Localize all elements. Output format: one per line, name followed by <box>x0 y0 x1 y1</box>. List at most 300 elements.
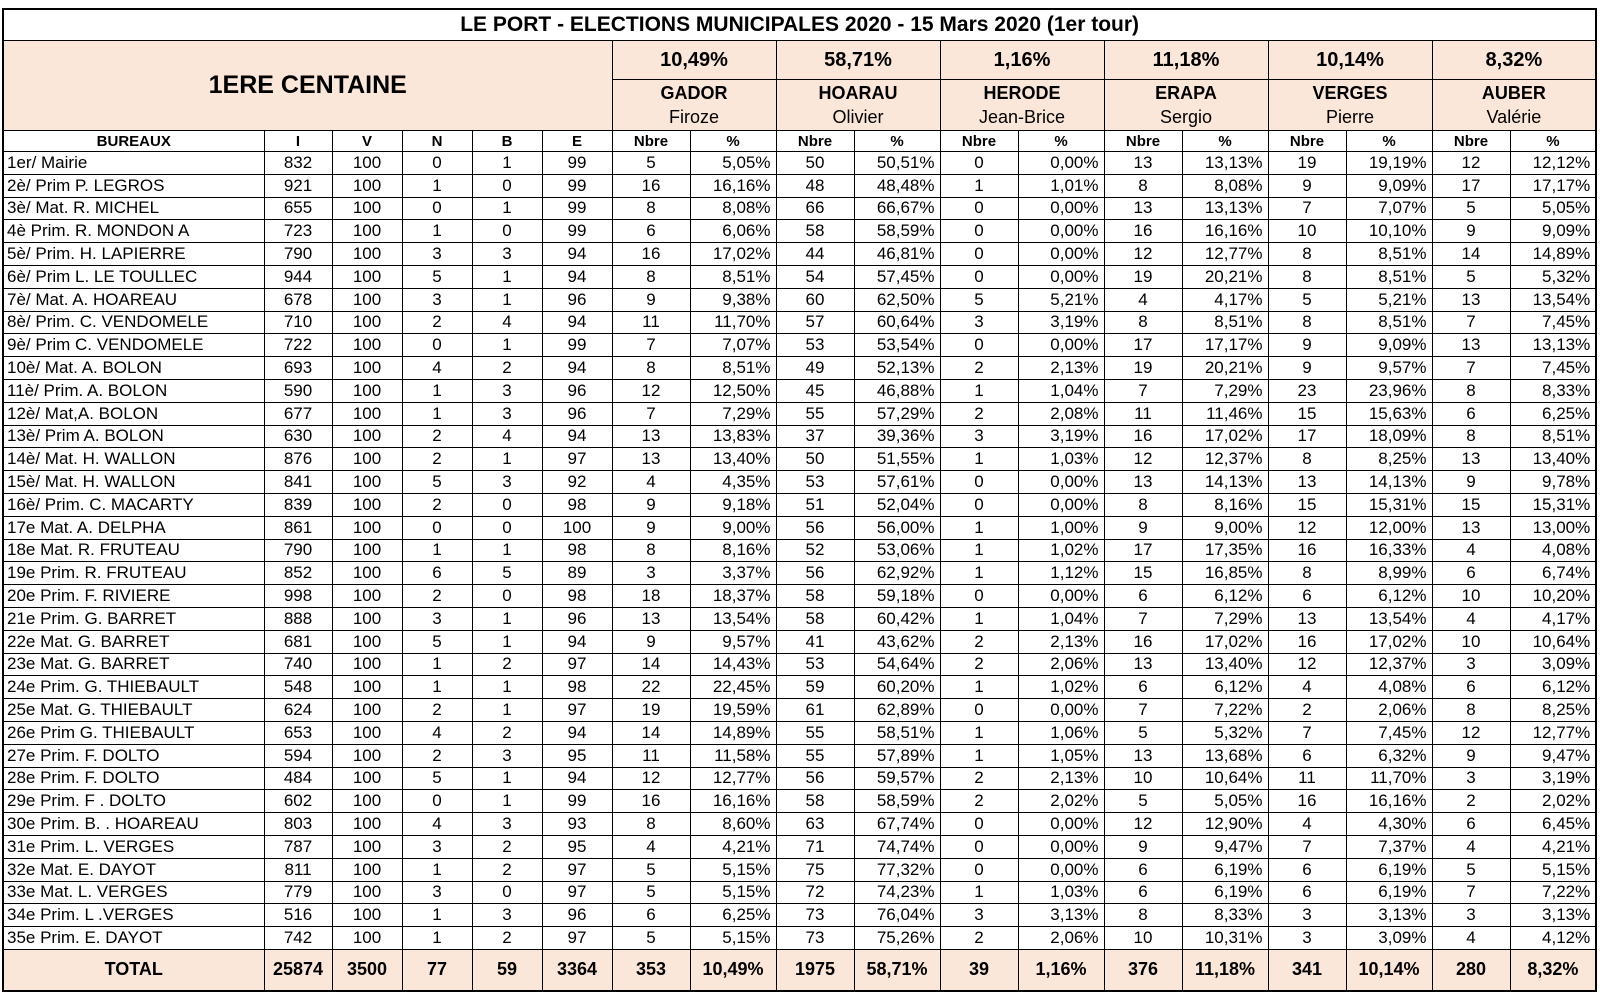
percent-cell: 7,45% <box>1510 357 1596 380</box>
value-cell: 100 <box>332 197 402 220</box>
percent-cell: 2,13% <box>1018 767 1104 790</box>
value-cell: 45 <box>776 379 854 402</box>
value-cell: 59 <box>776 676 854 699</box>
value-cell: 66 <box>776 197 854 220</box>
percent-cell: 0,00% <box>1018 471 1104 494</box>
value-cell: 99 <box>542 197 612 220</box>
percent-cell: 19,59% <box>690 699 776 722</box>
percent-cell: 2,06% <box>1018 927 1104 950</box>
value-cell: 13 <box>1268 607 1346 630</box>
percent-cell: 5,21% <box>1346 288 1432 311</box>
value-cell: 0 <box>940 493 1018 516</box>
value-cell: 97 <box>542 881 612 904</box>
value-cell: 100 <box>332 858 402 881</box>
value-cell: 100 <box>332 288 402 311</box>
percent-cell: 51,55% <box>854 448 940 471</box>
value-cell: 677 <box>264 402 332 425</box>
value-cell: 6 <box>1268 881 1346 904</box>
value-cell: 100 <box>332 265 402 288</box>
value-cell: 5 <box>612 152 690 175</box>
value-cell: 1 <box>472 539 542 562</box>
percent-cell: 6,12% <box>1182 676 1268 699</box>
value-cell: 58 <box>776 607 854 630</box>
percent-cell: 6,06% <box>690 220 776 243</box>
value-cell: 13 <box>1268 471 1346 494</box>
percent-cell: 7,45% <box>1346 721 1432 744</box>
col-header-inscrits: I <box>264 131 332 152</box>
percent-cell: 6,19% <box>1346 858 1432 881</box>
value-cell: 6 <box>1432 676 1510 699</box>
value-cell: 60 <box>776 288 854 311</box>
value-cell: 4 <box>612 471 690 494</box>
value-cell: 2 <box>1268 699 1346 722</box>
value-cell: 1 <box>472 699 542 722</box>
percent-cell: 6,19% <box>1182 858 1268 881</box>
percent-cell: 0,00% <box>1018 858 1104 881</box>
value-cell: 2 <box>472 653 542 676</box>
value-cell: 1 <box>472 152 542 175</box>
percent-cell: 14,89% <box>1510 243 1596 266</box>
value-cell: 96 <box>542 607 612 630</box>
percent-cell: 56,00% <box>854 516 940 539</box>
value-cell: 3 <box>472 379 542 402</box>
percent-cell: 17,02% <box>690 243 776 266</box>
percent-cell: 62,89% <box>854 699 940 722</box>
value-cell: 1 <box>472 288 542 311</box>
value-cell: 1 <box>940 379 1018 402</box>
value-cell: 5 <box>940 288 1018 311</box>
value-cell: 58 <box>776 790 854 813</box>
percent-cell: 10,64% <box>1182 767 1268 790</box>
percent-cell: 39,36% <box>854 425 940 448</box>
value-cell: 2 <box>1432 790 1510 813</box>
value-cell: 16 <box>612 243 690 266</box>
table-row <box>3 813 1596 836</box>
percent-cell: 9,00% <box>1182 516 1268 539</box>
value-cell: 3 <box>472 402 542 425</box>
value-cell: 3 <box>402 243 472 266</box>
value-cell: 4 <box>1432 539 1510 562</box>
value-cell: 6 <box>1104 585 1182 608</box>
percent-cell: 17,02% <box>1182 630 1268 653</box>
value-cell: 94 <box>542 767 612 790</box>
value-cell: 7 <box>1432 881 1510 904</box>
value-cell: 54 <box>776 265 854 288</box>
table-row <box>3 220 1596 243</box>
value-cell: 4 <box>402 721 472 744</box>
value-cell: 2 <box>940 790 1018 813</box>
percent-cell: 9,00% <box>690 516 776 539</box>
value-cell: 12 <box>612 379 690 402</box>
value-cell: 888 <box>264 607 332 630</box>
value-cell: 6 <box>1104 858 1182 881</box>
bureau-name: 18e Mat. R. FRUTEAU <box>3 539 264 562</box>
value-cell: 56 <box>776 562 854 585</box>
total-cell: 59 <box>472 949 542 991</box>
col-header-pct: % <box>1182 131 1268 152</box>
value-cell: 0 <box>402 334 472 357</box>
value-cell: 2 <box>940 767 1018 790</box>
percent-cell: 16,16% <box>690 174 776 197</box>
percent-cell: 58,59% <box>854 790 940 813</box>
value-cell: 787 <box>264 835 332 858</box>
percent-cell: 9,38% <box>690 288 776 311</box>
value-cell: 63 <box>776 813 854 836</box>
value-cell: 740 <box>264 653 332 676</box>
bureau-name: 31e Prim. L. VERGES <box>3 835 264 858</box>
value-cell: 8 <box>612 813 690 836</box>
value-cell: 99 <box>542 220 612 243</box>
value-cell: 9 <box>1268 334 1346 357</box>
table-row <box>3 585 1596 608</box>
value-cell: 1 <box>940 881 1018 904</box>
value-cell: 98 <box>542 676 612 699</box>
value-cell: 50 <box>776 152 854 175</box>
value-cell: 49 <box>776 357 854 380</box>
value-cell: 95 <box>542 835 612 858</box>
value-cell: 15 <box>1432 493 1510 516</box>
value-cell: 100 <box>332 425 402 448</box>
percent-cell: 12,00% <box>1346 516 1432 539</box>
percent-cell: 62,50% <box>854 288 940 311</box>
col-header-nbre: Nbre <box>612 131 690 152</box>
percent-cell: 9,09% <box>1346 174 1432 197</box>
percent-cell: 1,02% <box>1018 676 1104 699</box>
table-row <box>3 767 1596 790</box>
value-cell: 12 <box>1104 448 1182 471</box>
value-cell: 6 <box>612 904 690 927</box>
value-cell: 1 <box>472 334 542 357</box>
percent-cell: 9,18% <box>690 493 776 516</box>
value-cell: 8 <box>1268 265 1346 288</box>
value-cell: 94 <box>542 721 612 744</box>
percent-cell: 23,96% <box>1346 379 1432 402</box>
percent-cell: 0,00% <box>1018 493 1104 516</box>
candidate-last-name: AUBER <box>1481 83 1546 103</box>
value-cell: 0 <box>940 858 1018 881</box>
value-cell: 4 <box>402 357 472 380</box>
value-cell: 1 <box>402 904 472 927</box>
value-cell: 97 <box>542 699 612 722</box>
value-cell: 5 <box>402 630 472 653</box>
value-cell: 100 <box>332 402 402 425</box>
value-cell: 1 <box>472 265 542 288</box>
percent-cell: 74,23% <box>854 881 940 904</box>
value-cell: 1 <box>472 630 542 653</box>
value-cell: 100 <box>332 379 402 402</box>
percent-cell: 13,54% <box>690 607 776 630</box>
candidate-last-name: ERAPA <box>1155 83 1217 103</box>
value-cell: 96 <box>542 379 612 402</box>
percent-cell: 0,00% <box>1018 152 1104 175</box>
value-cell: 94 <box>542 425 612 448</box>
percent-cell: 2,06% <box>1018 653 1104 676</box>
value-cell: 10 <box>1432 585 1510 608</box>
value-cell: 44 <box>776 243 854 266</box>
value-cell: 484 <box>264 767 332 790</box>
candidate-name-cell <box>612 80 776 131</box>
percent-cell: 9,47% <box>1182 835 1268 858</box>
percent-cell: 17,02% <box>1346 630 1432 653</box>
table-row <box>3 243 1596 266</box>
percent-cell: 16,33% <box>1346 539 1432 562</box>
value-cell: 57 <box>776 311 854 334</box>
value-cell: 10 <box>1432 630 1510 653</box>
value-cell: 9 <box>1104 835 1182 858</box>
total-cell: 1,16% <box>1018 949 1104 991</box>
value-cell: 2 <box>402 699 472 722</box>
value-cell: 2 <box>940 357 1018 380</box>
value-cell: 13 <box>1432 334 1510 357</box>
value-cell: 722 <box>264 334 332 357</box>
value-cell: 1 <box>472 607 542 630</box>
percent-cell: 8,51% <box>1346 311 1432 334</box>
percent-cell: 4,17% <box>1510 607 1596 630</box>
value-cell: 1 <box>940 676 1018 699</box>
value-cell: 3 <box>612 562 690 585</box>
percent-cell: 0,00% <box>1018 197 1104 220</box>
value-cell: 19 <box>1268 152 1346 175</box>
total-cell: 39 <box>940 949 1018 991</box>
value-cell: 100 <box>332 152 402 175</box>
value-cell: 55 <box>776 721 854 744</box>
percent-cell: 59,57% <box>854 767 940 790</box>
percent-cell: 16,16% <box>1182 220 1268 243</box>
value-cell: 100 <box>332 607 402 630</box>
percent-cell: 0,00% <box>1018 813 1104 836</box>
bureau-name: 2è/ Prim P. LEGROS <box>3 174 264 197</box>
bureau-name: 27e Prim. F. DOLTO <box>3 744 264 767</box>
value-cell: 0 <box>940 265 1018 288</box>
table-row <box>3 471 1596 494</box>
value-cell: 99 <box>542 152 612 175</box>
value-cell: 0 <box>402 197 472 220</box>
value-cell: 7 <box>612 402 690 425</box>
percent-cell: 7,07% <box>1346 197 1432 220</box>
percent-cell: 17,17% <box>1182 334 1268 357</box>
bureau-name: 33e Mat. L. VERGES <box>3 881 264 904</box>
table-row <box>3 607 1596 630</box>
value-cell: 96 <box>542 904 612 927</box>
value-cell: 6 <box>1104 881 1182 904</box>
percent-cell: 4,08% <box>1510 539 1596 562</box>
candidate-name-cell <box>940 80 1104 131</box>
value-cell: 13 <box>1104 152 1182 175</box>
percent-cell: 19,19% <box>1346 152 1432 175</box>
value-cell: 12 <box>1104 813 1182 836</box>
candidate-first-name: Sergio <box>1159 107 1213 127</box>
percent-cell: 0,00% <box>1018 585 1104 608</box>
percent-cell: 3,09% <box>1346 927 1432 950</box>
value-cell: 5 <box>402 471 472 494</box>
value-cell: 100 <box>332 334 402 357</box>
value-cell: 100 <box>332 562 402 585</box>
candidate-percent-row <box>3 41 1596 80</box>
value-cell: 2 <box>402 585 472 608</box>
percent-cell: 5,15% <box>690 881 776 904</box>
table-row <box>3 790 1596 813</box>
value-cell: 8 <box>1104 174 1182 197</box>
table-row <box>3 562 1596 585</box>
percent-cell: 57,45% <box>854 265 940 288</box>
percent-cell: 4,30% <box>1346 813 1432 836</box>
value-cell: 2 <box>402 744 472 767</box>
value-cell: 16 <box>1268 630 1346 653</box>
table-row <box>3 265 1596 288</box>
table-row <box>3 425 1596 448</box>
value-cell: 100 <box>542 516 612 539</box>
value-cell: 8 <box>1432 425 1510 448</box>
value-cell: 100 <box>332 630 402 653</box>
value-cell: 1 <box>940 562 1018 585</box>
value-cell: 944 <box>264 265 332 288</box>
bureau-name: 4è Prim. R. MONDON A <box>3 220 264 243</box>
value-cell: 99 <box>542 174 612 197</box>
value-cell: 9 <box>1432 220 1510 243</box>
percent-cell: 1,02% <box>1018 539 1104 562</box>
value-cell: 3 <box>940 311 1018 334</box>
value-cell: 1 <box>940 539 1018 562</box>
value-cell: 1 <box>472 676 542 699</box>
table-row <box>3 334 1596 357</box>
value-cell: 96 <box>542 288 612 311</box>
value-cell: 602 <box>264 790 332 813</box>
value-cell: 10 <box>1104 927 1182 950</box>
value-cell: 5 <box>612 881 690 904</box>
bureau-name: 5è/ Prim. H. LAPIERRE <box>3 243 264 266</box>
bureau-name: 28e Prim. F. DOLTO <box>3 767 264 790</box>
percent-cell: 12,77% <box>690 767 776 790</box>
percent-cell: 11,46% <box>1182 402 1268 425</box>
value-cell: 0 <box>940 471 1018 494</box>
value-cell: 16 <box>1104 630 1182 653</box>
percent-cell: 11,58% <box>690 744 776 767</box>
value-cell: 55 <box>776 402 854 425</box>
value-cell: 6 <box>1268 858 1346 881</box>
value-cell: 624 <box>264 699 332 722</box>
bureau-name: 13è/ Prim A. BOLON <box>3 425 264 448</box>
value-cell: 8 <box>1104 311 1182 334</box>
percent-cell: 13,13% <box>1182 152 1268 175</box>
value-cell: 71 <box>776 835 854 858</box>
value-cell: 48 <box>776 174 854 197</box>
bureau-name: 34e Prim. L .VERGES <box>3 904 264 927</box>
value-cell: 17 <box>1268 425 1346 448</box>
value-cell: 9 <box>1268 357 1346 380</box>
percent-cell: 8,16% <box>1182 493 1268 516</box>
value-cell: 22 <box>612 676 690 699</box>
total-cell: 341 <box>1268 949 1346 991</box>
percent-cell: 3,09% <box>1510 653 1596 676</box>
bureau-name: 8è/ Prim. C. VENDOMELE <box>3 311 264 334</box>
table-row <box>3 744 1596 767</box>
value-cell: 1 <box>940 516 1018 539</box>
percent-cell: 4,08% <box>1346 676 1432 699</box>
value-cell: 2 <box>940 653 1018 676</box>
value-cell: 8 <box>1432 699 1510 722</box>
value-cell: 1 <box>472 448 542 471</box>
col-header-nbre: Nbre <box>776 131 854 152</box>
percent-cell: 3,19% <box>1018 425 1104 448</box>
value-cell: 100 <box>332 721 402 744</box>
table-row <box>3 927 1596 950</box>
percent-cell: 6,32% <box>1346 744 1432 767</box>
value-cell: 921 <box>264 174 332 197</box>
percent-cell: 66,67% <box>854 197 940 220</box>
percent-cell: 75,26% <box>854 927 940 950</box>
value-cell: 3 <box>1432 767 1510 790</box>
bureau-name: 32e Mat. E. DAYOT <box>3 858 264 881</box>
value-cell: 51 <box>776 493 854 516</box>
percent-cell: 8,51% <box>690 357 776 380</box>
value-cell: 100 <box>332 493 402 516</box>
table-row <box>3 630 1596 653</box>
value-cell: 0 <box>940 197 1018 220</box>
percent-cell: 4,17% <box>1182 288 1268 311</box>
value-cell: 779 <box>264 881 332 904</box>
table-row <box>3 539 1596 562</box>
table-row <box>3 379 1596 402</box>
percent-cell: 1,06% <box>1018 721 1104 744</box>
value-cell: 53 <box>776 334 854 357</box>
candidate-percent: 11,18% <box>1104 41 1268 80</box>
percent-cell: 8,33% <box>1182 904 1268 927</box>
candidate-percent: 8,32% <box>1432 41 1596 80</box>
percent-cell: 46,88% <box>854 379 940 402</box>
table-row <box>3 357 1596 380</box>
value-cell: 1 <box>472 197 542 220</box>
value-cell: 8 <box>612 265 690 288</box>
value-cell: 742 <box>264 927 332 950</box>
value-cell: 0 <box>940 699 1018 722</box>
bureau-name: 15è/ Mat. H. WALLON <box>3 471 264 494</box>
percent-cell: 5,32% <box>1510 265 1596 288</box>
value-cell: 11 <box>1104 402 1182 425</box>
percent-cell: 12,37% <box>1182 448 1268 471</box>
value-cell: 1 <box>402 539 472 562</box>
percent-cell: 12,77% <box>1510 721 1596 744</box>
value-cell: 8 <box>1268 311 1346 334</box>
value-cell: 2 <box>402 311 472 334</box>
percent-cell: 1,03% <box>1018 881 1104 904</box>
percent-cell: 5,15% <box>1510 858 1596 881</box>
value-cell: 1 <box>402 379 472 402</box>
total-cell: 376 <box>1104 949 1182 991</box>
bureau-name: 16è/ Prim. C. MACARTY <box>3 493 264 516</box>
percent-cell: 5,15% <box>690 927 776 950</box>
value-cell: 710 <box>264 311 332 334</box>
value-cell: 1 <box>940 174 1018 197</box>
table-row <box>3 858 1596 881</box>
value-cell: 594 <box>264 744 332 767</box>
value-cell: 4 <box>1432 927 1510 950</box>
value-cell: 93 <box>542 813 612 836</box>
col-header-exprimes: E <box>542 131 612 152</box>
percent-cell: 62,92% <box>854 562 940 585</box>
percent-cell: 17,17% <box>1510 174 1596 197</box>
percent-cell: 14,13% <box>1182 471 1268 494</box>
value-cell: 100 <box>332 904 402 927</box>
total-row <box>3 949 1596 991</box>
value-cell: 5 <box>1104 790 1182 813</box>
value-cell: 9 <box>612 493 690 516</box>
value-cell: 6 <box>1104 676 1182 699</box>
value-cell: 100 <box>332 881 402 904</box>
col-header-pct: % <box>854 131 940 152</box>
percent-cell: 9,47% <box>1510 744 1596 767</box>
value-cell: 723 <box>264 220 332 243</box>
percent-cell: 10,10% <box>1346 220 1432 243</box>
